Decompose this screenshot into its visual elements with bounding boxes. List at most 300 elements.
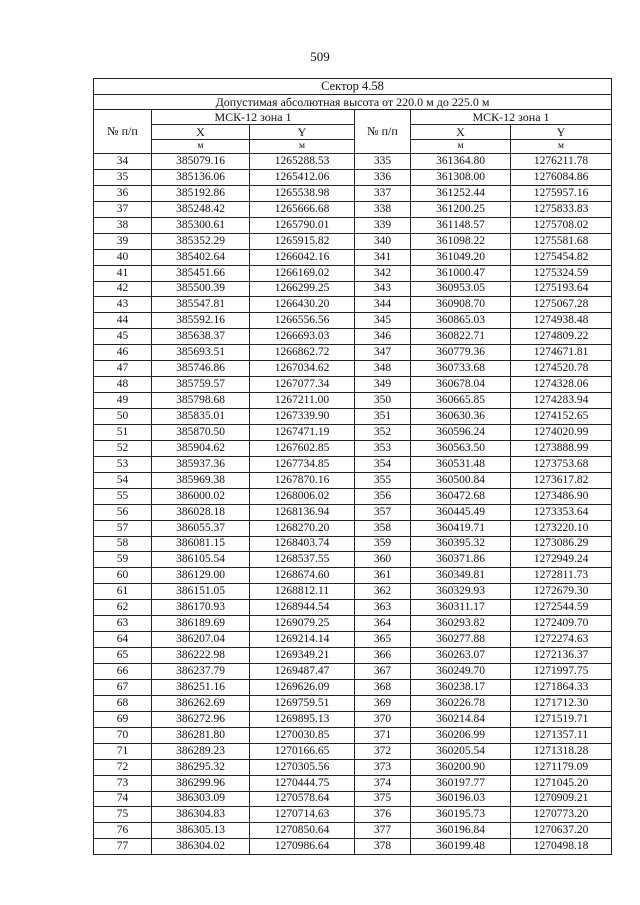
- x-value-left: 385300.61: [152, 217, 250, 233]
- x-value-left: 385248.42: [152, 201, 250, 217]
- point-number-left: 59: [94, 552, 152, 568]
- x-value-right: 360214.84: [411, 711, 511, 727]
- table-row: [94, 233, 612, 249]
- table-row: [94, 201, 612, 217]
- y-value-left: 1268403.74: [250, 536, 355, 552]
- point-number-right: 343: [355, 281, 411, 297]
- table-row: [94, 775, 612, 791]
- y-value-right: 1270909.21: [511, 791, 612, 807]
- point-number-left: 50: [94, 409, 152, 425]
- y-value-right: 1275454.82: [511, 249, 612, 265]
- x-value-right: 360226.78: [411, 695, 511, 711]
- x-value-left: 385079.16: [152, 154, 250, 170]
- x-value-left: 386251.16: [152, 679, 250, 695]
- x-value-right: 360822.71: [411, 329, 511, 345]
- point-number-right: 336: [355, 169, 411, 185]
- x-value-right: 360205.54: [411, 743, 511, 759]
- point-number-right: 371: [355, 727, 411, 743]
- y-value-right: 1271179.09: [511, 759, 612, 775]
- x-value-left: 385547.81: [152, 297, 250, 313]
- table-row: [94, 313, 612, 329]
- point-number-left: 52: [94, 440, 152, 456]
- y-value-right: 1273617.82: [511, 472, 612, 488]
- x-value-right: 360678.04: [411, 377, 511, 393]
- y-value-left: 1269214.14: [250, 632, 355, 648]
- table-row: [94, 536, 612, 552]
- table-row: [94, 361, 612, 377]
- x-value-right: 360865.03: [411, 313, 511, 329]
- y-value-right: 1273353.64: [511, 504, 612, 520]
- y-value-left: 1265412.06: [250, 169, 355, 185]
- y-value-left: 1265666.68: [250, 201, 355, 217]
- point-number-right: 355: [355, 472, 411, 488]
- y-value-right: 1275324.59: [511, 265, 612, 281]
- y-value-right: 1270498.18: [511, 839, 612, 855]
- y-value-right: 1273220.10: [511, 520, 612, 536]
- point-number-left: 40: [94, 249, 152, 265]
- y-value-left: 1267734.85: [250, 456, 355, 472]
- point-number-right: 354: [355, 456, 411, 472]
- y-value-right: 1273753.68: [511, 456, 612, 472]
- x-value-right: 360293.82: [411, 616, 511, 632]
- point-number-right: 356: [355, 488, 411, 504]
- y-value-left: 1269759.51: [250, 695, 355, 711]
- point-number-right: 353: [355, 440, 411, 456]
- x-value-right: 360196.03: [411, 791, 511, 807]
- y-header-right: Y: [511, 125, 612, 140]
- point-number-left: 75: [94, 807, 152, 823]
- point-number-left: 73: [94, 775, 152, 791]
- point-number-right: 361: [355, 568, 411, 584]
- x-value-right: 360596.24: [411, 424, 511, 440]
- x-value-left: 385352.29: [152, 233, 250, 249]
- x-unit-right: м: [411, 140, 511, 154]
- point-number-right: 341: [355, 249, 411, 265]
- point-number-left: 45: [94, 329, 152, 345]
- y-value-right: 1270773.20: [511, 807, 612, 823]
- point-number-right: 358: [355, 520, 411, 536]
- table-row: [94, 393, 612, 409]
- y-value-left: 1266556.56: [250, 313, 355, 329]
- point-number-right: 349: [355, 377, 411, 393]
- y-value-left: 1268270.20: [250, 520, 355, 536]
- y-value-right: 1274283.94: [511, 393, 612, 409]
- point-number-left: 76: [94, 823, 152, 839]
- point-number-right: 378: [355, 839, 411, 855]
- x-value-right: 361000.47: [411, 265, 511, 281]
- sector-title: Сектор 4.58: [94, 79, 612, 95]
- row-number-header-left: № п/п: [94, 110, 152, 154]
- y-value-left: 1270986.64: [250, 839, 355, 855]
- y-value-left: 1269895.13: [250, 711, 355, 727]
- x-value-right: 361364.80: [411, 154, 511, 170]
- y-value-right: 1275067.28: [511, 297, 612, 313]
- y-value-right: 1274328.06: [511, 377, 612, 393]
- y-value-right: 1271357.11: [511, 727, 612, 743]
- y-value-left: 1268812.11: [250, 584, 355, 600]
- point-number-left: 61: [94, 584, 152, 600]
- table-row: [94, 807, 612, 823]
- point-number-right: 352: [355, 424, 411, 440]
- x-value-right: 361148.57: [411, 217, 511, 233]
- point-number-right: 350: [355, 393, 411, 409]
- table-row: [94, 520, 612, 536]
- point-number-left: 65: [94, 648, 152, 664]
- point-number-left: 66: [94, 664, 152, 680]
- x-value-right: 360371.86: [411, 552, 511, 568]
- point-number-right: 363: [355, 600, 411, 616]
- point-number-right: 370: [355, 711, 411, 727]
- x-value-left: 386262.69: [152, 695, 250, 711]
- table-row: [94, 185, 612, 201]
- y-value-right: 1272409.70: [511, 616, 612, 632]
- x-value-right: 360196.84: [411, 823, 511, 839]
- table-row: [94, 329, 612, 345]
- x-value-right: 360419.71: [411, 520, 511, 536]
- point-number-right: 345: [355, 313, 411, 329]
- y-value-right: 1271997.75: [511, 664, 612, 680]
- point-number-left: 55: [94, 488, 152, 504]
- y-value-left: 1265288.53: [250, 154, 355, 170]
- table-row: [94, 456, 612, 472]
- table-row: [94, 648, 612, 664]
- x-value-right: 360531.48: [411, 456, 511, 472]
- x-value-right: 360206.99: [411, 727, 511, 743]
- y-value-left: 1270305.56: [250, 759, 355, 775]
- y-unit-left: м: [250, 140, 355, 154]
- table-row: [94, 488, 612, 504]
- y-value-left: 1268136.94: [250, 504, 355, 520]
- table-row: [94, 281, 612, 297]
- point-number-left: 68: [94, 695, 152, 711]
- table-row: [94, 616, 612, 632]
- table-row: [94, 154, 612, 170]
- point-number-left: 53: [94, 456, 152, 472]
- point-number-right: 339: [355, 217, 411, 233]
- x-value-right: 360779.36: [411, 345, 511, 361]
- x-header-left: X: [152, 125, 250, 140]
- x-value-left: 386303.09: [152, 791, 250, 807]
- point-number-left: 51: [94, 424, 152, 440]
- point-number-left: 49: [94, 393, 152, 409]
- table-row: [94, 695, 612, 711]
- y-value-left: 1266299.25: [250, 281, 355, 297]
- x-value-left: 386170.93: [152, 600, 250, 616]
- x-value-left: 385798.68: [152, 393, 250, 409]
- table-row: [94, 345, 612, 361]
- table-row: [94, 568, 612, 584]
- x-value-left: 386129.00: [152, 568, 250, 584]
- y-value-right: 1272136.37: [511, 648, 612, 664]
- table-row: [94, 440, 612, 456]
- point-number-left: 64: [94, 632, 152, 648]
- point-number-left: 42: [94, 281, 152, 297]
- x-value-right: 360263.07: [411, 648, 511, 664]
- table-row: [94, 552, 612, 568]
- y-value-right: 1271045.20: [511, 775, 612, 791]
- point-number-right: 375: [355, 791, 411, 807]
- x-value-right: 361200.25: [411, 201, 511, 217]
- x-value-right: 360445.49: [411, 504, 511, 520]
- row-number-header-right: № п/п: [355, 110, 411, 154]
- x-value-right: 361308.00: [411, 169, 511, 185]
- y-value-left: 1270030.85: [250, 727, 355, 743]
- point-number-right: 348: [355, 361, 411, 377]
- x-value-left: 385402.64: [152, 249, 250, 265]
- point-number-left: 70: [94, 727, 152, 743]
- y-value-right: 1275581.68: [511, 233, 612, 249]
- y-value-left: 1265790.01: [250, 217, 355, 233]
- table-row: [94, 217, 612, 233]
- point-number-left: 37: [94, 201, 152, 217]
- x-value-left: 386105.54: [152, 552, 250, 568]
- table-row: [94, 711, 612, 727]
- point-number-left: 62: [94, 600, 152, 616]
- y-value-right: 1271864.33: [511, 679, 612, 695]
- y-value-right: 1272274.63: [511, 632, 612, 648]
- table-row: [94, 377, 612, 393]
- point-number-left: 57: [94, 520, 152, 536]
- page-number: 509: [310, 49, 330, 64]
- y-value-left: 1270850.64: [250, 823, 355, 839]
- point-number-right: 367: [355, 664, 411, 680]
- x-unit-left: м: [152, 140, 250, 154]
- point-number-left: 35: [94, 169, 152, 185]
- y-value-left: 1266042.16: [250, 249, 355, 265]
- y-value-left: 1268537.55: [250, 552, 355, 568]
- y-value-right: 1275833.83: [511, 201, 612, 217]
- point-number-left: 63: [94, 616, 152, 632]
- x-value-left: 385870.50: [152, 424, 250, 440]
- point-number-right: 373: [355, 759, 411, 775]
- y-value-right: 1274152.65: [511, 409, 612, 425]
- point-number-left: 58: [94, 536, 152, 552]
- y-header-left: Y: [250, 125, 355, 140]
- table-row: [94, 249, 612, 265]
- y-value-left: 1266430.20: [250, 297, 355, 313]
- x-value-left: 385937.36: [152, 456, 250, 472]
- y-value-right: 1272811.73: [511, 568, 612, 584]
- table-row: [94, 664, 612, 680]
- x-value-left: 385638.37: [152, 329, 250, 345]
- point-number-right: 372: [355, 743, 411, 759]
- table-row: [94, 424, 612, 440]
- point-number-left: 48: [94, 377, 152, 393]
- point-number-left: 60: [94, 568, 152, 584]
- y-value-right: 1272544.59: [511, 600, 612, 616]
- table-row: [94, 600, 612, 616]
- x-value-left: 385592.16: [152, 313, 250, 329]
- point-number-left: 72: [94, 759, 152, 775]
- y-value-left: 1268674.60: [250, 568, 355, 584]
- y-value-right: 1273888.99: [511, 440, 612, 456]
- x-value-left: 386305.13: [152, 823, 250, 839]
- point-number-left: 47: [94, 361, 152, 377]
- y-value-right: 1271519.71: [511, 711, 612, 727]
- y-value-left: 1270166.65: [250, 743, 355, 759]
- table-row: [94, 791, 612, 807]
- x-value-left: 385693.51: [152, 345, 250, 361]
- table-row: [94, 169, 612, 185]
- x-value-left: 386207.04: [152, 632, 250, 648]
- point-number-left: 69: [94, 711, 152, 727]
- point-number-right: 376: [355, 807, 411, 823]
- point-number-right: 351: [355, 409, 411, 425]
- point-number-right: 347: [355, 345, 411, 361]
- x-value-left: 386055.37: [152, 520, 250, 536]
- y-value-right: 1274938.48: [511, 313, 612, 329]
- point-number-right: 338: [355, 201, 411, 217]
- x-value-right: 360199.48: [411, 839, 511, 855]
- point-number-right: 357: [355, 504, 411, 520]
- y-value-left: 1266693.03: [250, 329, 355, 345]
- table-row: [94, 584, 612, 600]
- y-value-left: 1267211.00: [250, 393, 355, 409]
- y-value-right: 1272679.30: [511, 584, 612, 600]
- y-value-left: 1270714.63: [250, 807, 355, 823]
- table-row: [94, 743, 612, 759]
- point-number-right: 362: [355, 584, 411, 600]
- y-value-right: 1272949.24: [511, 552, 612, 568]
- x-value-left: 386222.98: [152, 648, 250, 664]
- y-value-right: 1270637.20: [511, 823, 612, 839]
- x-value-right: 360733.68: [411, 361, 511, 377]
- x-value-right: 360200.90: [411, 759, 511, 775]
- x-value-left: 386189.69: [152, 616, 250, 632]
- point-number-left: 77: [94, 839, 152, 855]
- point-number-left: 39: [94, 233, 152, 249]
- y-value-left: 1267870.16: [250, 472, 355, 488]
- point-number-right: 364: [355, 616, 411, 632]
- point-number-left: 71: [94, 743, 152, 759]
- table-row: [94, 759, 612, 775]
- table-row: [94, 727, 612, 743]
- y-value-left: 1267034.62: [250, 361, 355, 377]
- y-value-left: 1267602.85: [250, 440, 355, 456]
- point-number-right: 377: [355, 823, 411, 839]
- point-number-right: 335: [355, 154, 411, 170]
- y-value-left: 1270444.75: [250, 775, 355, 791]
- x-value-left: 385192.86: [152, 185, 250, 201]
- table-row: [94, 823, 612, 839]
- x-value-left: 385136.06: [152, 169, 250, 185]
- x-value-left: 386304.83: [152, 807, 250, 823]
- y-value-right: 1273086.29: [511, 536, 612, 552]
- point-number-right: 374: [355, 775, 411, 791]
- x-value-right: 360630.36: [411, 409, 511, 425]
- altitude-range: Допустимая абсолютная высота от 220.0 м до 225.0 м: [94, 95, 612, 110]
- y-unit-right: м: [511, 140, 612, 154]
- x-value-left: 385835.01: [152, 409, 250, 425]
- x-value-left: 386272.96: [152, 711, 250, 727]
- point-number-right: 368: [355, 679, 411, 695]
- x-value-right: 361252.44: [411, 185, 511, 201]
- point-number-left: 44: [94, 313, 152, 329]
- x-value-right: 360277.88: [411, 632, 511, 648]
- y-value-right: 1273486.90: [511, 488, 612, 504]
- y-value-right: 1275708.02: [511, 217, 612, 233]
- x-value-left: 385969.38: [152, 472, 250, 488]
- table-row: [94, 265, 612, 281]
- y-value-right: 1274809.22: [511, 329, 612, 345]
- y-value-right: 1274671.81: [511, 345, 612, 361]
- y-value-left: 1270578.64: [250, 791, 355, 807]
- zone-header-right: МСК-12 зона 1: [411, 110, 612, 125]
- x-value-left: 386151.05: [152, 584, 250, 600]
- x-value-right: 360563.50: [411, 440, 511, 456]
- x-value-left: 386281.80: [152, 727, 250, 743]
- x-value-right: 360349.81: [411, 568, 511, 584]
- table-row: [94, 409, 612, 425]
- y-value-right: 1271318.28: [511, 743, 612, 759]
- table-row: [94, 504, 612, 520]
- y-value-left: 1269626.09: [250, 679, 355, 695]
- y-value-right: 1276211.78: [511, 154, 612, 170]
- table-row: [94, 472, 612, 488]
- x-value-right: 360329.93: [411, 584, 511, 600]
- x-value-left: 386028.18: [152, 504, 250, 520]
- x-value-left: 386000.02: [152, 488, 250, 504]
- point-number-left: 54: [94, 472, 152, 488]
- x-value-right: 361049.20: [411, 249, 511, 265]
- x-value-left: 386299.96: [152, 775, 250, 791]
- zone-header-left: МСК-12 зона 1: [152, 110, 355, 125]
- y-value-right: 1275193.64: [511, 281, 612, 297]
- x-value-left: 386289.23: [152, 743, 250, 759]
- table-body: [94, 154, 612, 855]
- y-value-left: 1266862.72: [250, 345, 355, 361]
- x-value-left: 386295.32: [152, 759, 250, 775]
- y-value-right: 1274020.99: [511, 424, 612, 440]
- y-value-left: 1269079.25: [250, 616, 355, 632]
- y-value-left: 1268944.54: [250, 600, 355, 616]
- x-value-right: 360249.70: [411, 664, 511, 680]
- point-number-left: 46: [94, 345, 152, 361]
- point-number-left: 38: [94, 217, 152, 233]
- x-value-left: 386081.15: [152, 536, 250, 552]
- y-value-left: 1269487.47: [250, 664, 355, 680]
- x-value-left: 385746.86: [152, 361, 250, 377]
- y-value-left: 1268006.02: [250, 488, 355, 504]
- y-value-left: 1267077.34: [250, 377, 355, 393]
- y-value-right: 1276084.86: [511, 169, 612, 185]
- x-value-right: 360908.70: [411, 297, 511, 313]
- y-value-right: 1274520.78: [511, 361, 612, 377]
- point-number-left: 74: [94, 791, 152, 807]
- y-value-right: 1271712.30: [511, 695, 612, 711]
- y-value-left: 1267339.90: [250, 409, 355, 425]
- x-value-right: 360195.73: [411, 807, 511, 823]
- x-value-right: 360197.77: [411, 775, 511, 791]
- point-number-right: 359: [355, 536, 411, 552]
- point-number-left: 43: [94, 297, 152, 313]
- point-number-right: 369: [355, 695, 411, 711]
- x-value-left: 386237.79: [152, 664, 250, 680]
- table-row: [94, 297, 612, 313]
- point-number-left: 67: [94, 679, 152, 695]
- point-number-left: 34: [94, 154, 152, 170]
- y-value-right: 1275957.16: [511, 185, 612, 201]
- y-value-left: 1269349.21: [250, 648, 355, 664]
- x-value-left: 386304.02: [152, 839, 250, 855]
- x-value-right: 361098.22: [411, 233, 511, 249]
- y-value-left: 1267471.19: [250, 424, 355, 440]
- point-number-right: 337: [355, 185, 411, 201]
- y-value-left: 1265915.82: [250, 233, 355, 249]
- x-value-right: 360472.68: [411, 488, 511, 504]
- table-row: [94, 679, 612, 695]
- x-value-left: 385759.57: [152, 377, 250, 393]
